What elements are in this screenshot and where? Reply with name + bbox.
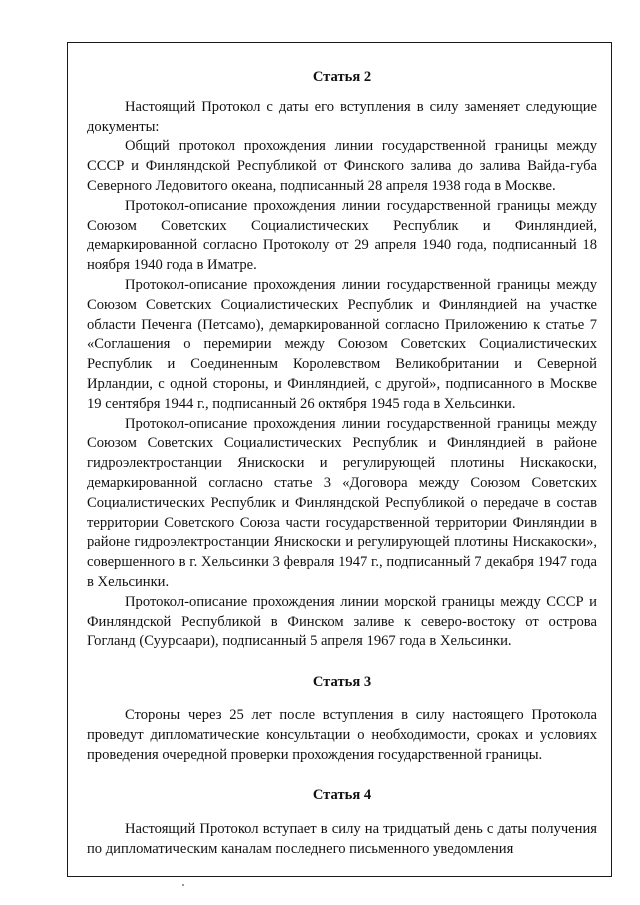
article-2-paragraph-5: Протокол-описание прохождения линии государственной границы между Союзом Советских Социалистических Республик и Финляндией в районе гидроэлектростанции Янискоски и регулирующей плотины Нискакоски, демаркированной согласно статье 3 «Договора между Союзом Советских Социалистических Республик и Финляндской Республикой о передаче в состав территории Советского Союза части государственной территории Финляндии в районе гидроэлектростанции Янискоски и регулирующей плотины Нискакоски», совершенного в г. Хельсинки 3 февраля 1947 г., подписанный 7 декабря 1947 года в Хельсинки. [87,415,597,590]
article-2-paragraph-2: Общий протокол прохождения линии государственной границы между СССР и Финляндской Республикой от Финского залива до залива Вайда-губа Северного Ледовитого океана, подписанный 28 апреля 1938 года в Москве. [87,138,597,194]
article-3-heading: Статья 3 [312,674,372,691]
article-2-paragraph-6: Протокол-описание прохождения линии морской границы между СССР и Финляндской Республикой в Финском заливе к северо-востоку от острова Гогланд (Суурсаари), подписанный 5 апреля 1967 года в Хельсинки. [87,593,597,650]
document-body [87,68,597,860]
article-2-heading: Статья 2 [312,69,372,85]
article-3-paragraph-1: Стороны через 25 лет после вступления в силу настоящего Протокола проведут дипломатические консультации о необходимости, сроках и условиях проведения очередной проверки прохождения государственной границы. [87,706,597,763]
article-2-paragraph-4: Протокол-описание прохождения линии государственной границы между Союзом Советских Социалистических Республик и Финляндией на участке области Печенга (Петсамо), демаркированной согласно Приложению к статье 7 «Соглашения о перемирии между Союзом Советских Социалистических Республик и Соединенным Королевством Великобритании и Северной Ирландии, с одной стороны, и Финляндией, с другой», подписанного в Москве 19 сентября 1944 г., подписанный 26 октября 1945 года в Хельсинки. [87,276,597,412]
article-4-paragraph-1: Настоящий Протокол вступает в силу на тридцатый день с даты получения по дипломатическим каналам последнего письменного уведомления [87,821,597,857]
article-2-paragraph-3: Протокол-описание прохождения линии государственной границы между Союзом Советских Социалистических Республик и Финляндией, демаркированной согласно Протоколу от 29 апреля 1940 года, подписанный 18 ноября 1940 года в Иматре. [87,197,597,274]
scan-speck [182,884,184,886]
article-2-paragraph-1: Настоящий Протокол с даты его вступления в силу заменяет следующие документы: [87,98,597,135]
article-4-heading: Статья 4 [312,787,372,804]
